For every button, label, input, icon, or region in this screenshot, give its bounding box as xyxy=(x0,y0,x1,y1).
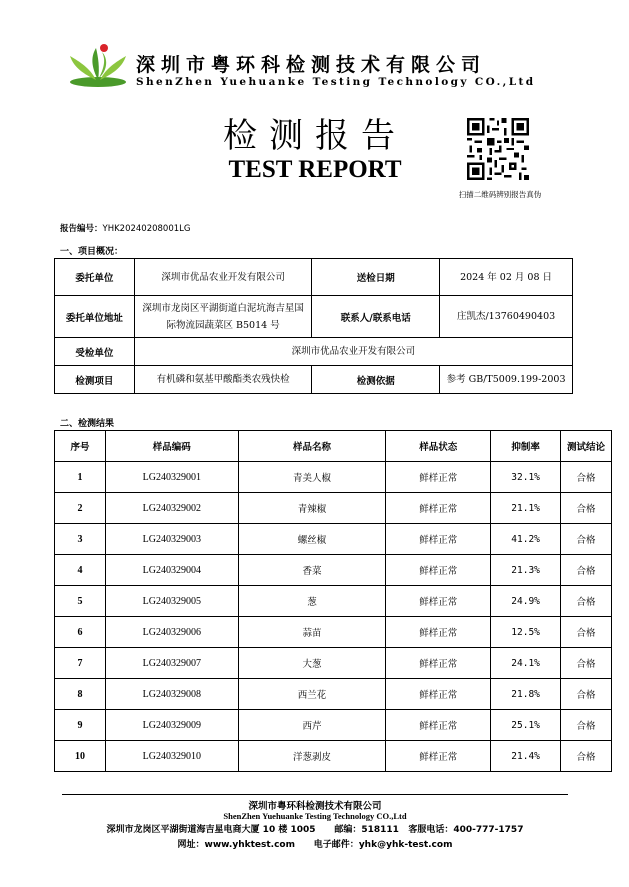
footer-email-label: 电子邮件： xyxy=(313,840,359,850)
test-conclusion: 合格 xyxy=(561,648,612,679)
test-basis-value: 参考 GB/T5009.199-2003 xyxy=(440,366,573,394)
test-conclusion: 合格 xyxy=(561,617,612,648)
footer-website-label: 网址： xyxy=(177,840,205,850)
company-logo-icon xyxy=(66,42,130,88)
project-overview-table xyxy=(54,258,573,394)
sample-code: LG240329006 xyxy=(105,617,238,648)
column-header-name: 样品名称 xyxy=(238,431,386,462)
table-row xyxy=(55,586,612,617)
test-conclusion: 合格 xyxy=(561,524,612,555)
inhibition-rate: 12.5% xyxy=(491,617,561,648)
sample-name: 西芹 xyxy=(238,710,386,741)
row-number: 2 xyxy=(55,493,106,524)
sample-name: 螺丝椒 xyxy=(238,524,386,555)
footer-hotline: 400-777-1757 xyxy=(453,825,524,835)
test-conclusion: 合格 xyxy=(561,555,612,586)
table-row xyxy=(55,741,612,772)
sample-state: 鲜样正常 xyxy=(386,462,491,493)
date-label: 送检日期 xyxy=(312,259,440,296)
row-number: 4 xyxy=(55,555,106,586)
footer-web-line xyxy=(40,837,590,850)
table-row xyxy=(55,679,612,710)
test-conclusion: 合格 xyxy=(561,710,612,741)
sample-state: 鲜样正常 xyxy=(386,493,491,524)
sample-code: LG240329002 xyxy=(105,493,238,524)
address-label: 委托单位地址 xyxy=(55,296,135,338)
test-conclusion: 合格 xyxy=(561,493,612,524)
sample-name: 葱 xyxy=(238,586,386,617)
column-header-code: 样品编码 xyxy=(105,431,238,462)
sample-code: LG240329004 xyxy=(105,555,238,586)
row-number: 9 xyxy=(55,710,106,741)
table-row xyxy=(55,366,573,394)
sample-name: 西兰花 xyxy=(238,679,386,710)
date-value: 2024 年 02 月 08 日 xyxy=(440,259,573,296)
contact-value: 庄凯杰/13760490403 xyxy=(440,296,573,338)
contact-label: 联系人/联系电话 xyxy=(312,296,440,338)
table-row xyxy=(55,648,612,679)
qr-code-icon[interactable] xyxy=(467,118,529,180)
inhibition-rate: 32.1% xyxy=(491,462,561,493)
table-row xyxy=(55,296,573,338)
table-row xyxy=(55,555,612,586)
row-number: 3 xyxy=(55,524,106,555)
report-number-label: 报告编号： xyxy=(60,224,103,234)
table-row xyxy=(55,524,612,555)
section-overview-title: 一、项目概况： xyxy=(60,247,124,257)
row-number: 6 xyxy=(55,617,106,648)
footer-website-link[interactable]: www.yhktest.com xyxy=(204,840,295,850)
client-value: 深圳市优品农业开发有限公司 xyxy=(134,259,312,296)
test-results-table xyxy=(54,430,612,772)
inhibition-rate: 25.1% xyxy=(491,710,561,741)
footer-divider xyxy=(62,794,568,795)
sample-code: LG240329003 xyxy=(105,524,238,555)
address-value: 深圳市龙岗区平湖街道白泥坑海吉星国际物流园蔬菜区 B5014 号 xyxy=(134,296,312,338)
row-number: 7 xyxy=(55,648,106,679)
sample-state: 鲜样正常 xyxy=(386,617,491,648)
inhibition-rate: 41.2% xyxy=(491,524,561,555)
sample-state: 鲜样正常 xyxy=(386,648,491,679)
sample-name: 大葱 xyxy=(238,648,386,679)
inhibition-rate: 24.1% xyxy=(491,648,561,679)
sample-name: 青辣椒 xyxy=(238,493,386,524)
test-basis-label: 检测依据 xyxy=(312,366,440,394)
inhibition-rate: 24.9% xyxy=(491,586,561,617)
table-row xyxy=(55,462,612,493)
test-item-label: 检测项目 xyxy=(55,366,135,394)
sample-state: 鲜样正常 xyxy=(386,524,491,555)
sample-state: 鲜样正常 xyxy=(386,710,491,741)
sample-state: 鲜样正常 xyxy=(386,679,491,710)
company-name-en: ShenZhen Yuehuanke Testing Technology CO.,Ltd xyxy=(136,76,536,88)
inhibition-rate: 21.8% xyxy=(491,679,561,710)
footer-contact-line xyxy=(40,822,590,835)
footer-email-link[interactable]: yhk@yhk-test.com xyxy=(358,840,453,850)
row-number: 8 xyxy=(55,679,106,710)
table-row xyxy=(55,259,573,296)
column-header-no: 序号 xyxy=(55,431,106,462)
column-header-result: 测试结论 xyxy=(561,431,612,462)
table-row xyxy=(55,710,612,741)
inhibition-rate: 21.4% xyxy=(491,741,561,772)
section-results-title: 二、检测结果 xyxy=(60,419,115,429)
footer-postcode-label: 邮编： xyxy=(334,825,362,835)
sample-state: 鲜样正常 xyxy=(386,555,491,586)
test-conclusion: 合格 xyxy=(561,586,612,617)
footer-postcode: 518111 xyxy=(361,825,399,835)
qr-caption: 扫描二维码辨别报告真伪 xyxy=(458,190,542,199)
footer-company-cn: 深圳市粤环科检测技术有限公司 xyxy=(248,801,382,812)
test-conclusion: 合格 xyxy=(561,679,612,710)
report-number xyxy=(60,222,190,234)
company-name-cn: 深圳市粤环科检测技术有限公司 xyxy=(136,54,487,76)
inhibition-rate: 21.1% xyxy=(491,493,561,524)
row-number: 1 xyxy=(55,462,106,493)
report-title-cn: 检测报告 xyxy=(223,116,407,156)
sample-code: LG240329009 xyxy=(105,710,238,741)
test-item-value: 有机磷和氨基甲酸酯类农残快检 xyxy=(134,366,312,394)
report-title-en: TEST REPORT xyxy=(228,156,402,183)
column-header-rate: 抑制率 xyxy=(491,431,561,462)
client-label: 委托单位 xyxy=(55,259,135,296)
footer-company-en: ShenZhen Yuehuanke Testing Technology CO.,Ltd xyxy=(223,811,407,821)
table-row xyxy=(55,617,612,648)
test-conclusion: 合格 xyxy=(561,741,612,772)
sample-state: 鲜样正常 xyxy=(386,586,491,617)
sample-code: LG240329005 xyxy=(105,586,238,617)
test-conclusion: 合格 xyxy=(561,462,612,493)
footer-address: 深圳市龙岗区平湖街道海吉星电商大厦 10 楼 1005 xyxy=(106,825,316,835)
table-row xyxy=(55,493,612,524)
row-number: 10 xyxy=(55,741,106,772)
sample-name: 蒜苗 xyxy=(238,617,386,648)
sample-code: LG240329010 xyxy=(105,741,238,772)
tested-unit-label: 受检单位 xyxy=(55,338,135,366)
sample-name: 洋葱剥皮 xyxy=(238,741,386,772)
footer-hotline-label: 客服电话： xyxy=(408,825,454,835)
sample-code: LG240329008 xyxy=(105,679,238,710)
row-number: 5 xyxy=(55,586,106,617)
sample-state: 鲜样正常 xyxy=(386,741,491,772)
sample-code: LG240329001 xyxy=(105,462,238,493)
report-number-value: YHK20240208001LG xyxy=(102,224,191,234)
inhibition-rate: 21.3% xyxy=(491,555,561,586)
sample-name: 香菜 xyxy=(238,555,386,586)
column-header-state: 样品状态 xyxy=(386,431,491,462)
sample-code: LG240329007 xyxy=(105,648,238,679)
table-header-row xyxy=(55,431,612,462)
sample-name: 青美人椒 xyxy=(238,462,386,493)
tested-unit-value: 深圳市优品农业开发有限公司 xyxy=(134,338,572,366)
table-row xyxy=(55,338,573,366)
